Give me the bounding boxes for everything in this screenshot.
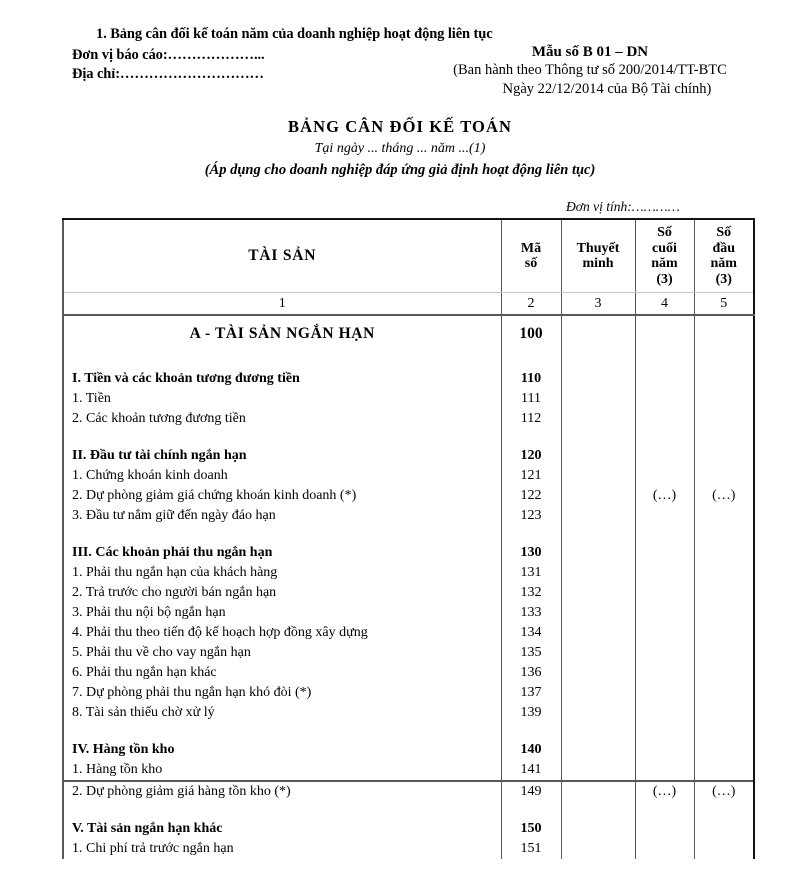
row-code: 139 xyxy=(501,703,561,723)
table-spacer-cell xyxy=(501,429,561,446)
row-code: 112 xyxy=(501,409,561,429)
column-header-begin-line2: đầu xyxy=(712,240,736,256)
row-code: 133 xyxy=(501,603,561,623)
row-label: 3. Đầu tư nắm giữ đến ngày đáo hạn xyxy=(63,506,501,526)
row-end-of-year-value xyxy=(635,683,694,703)
column-header-begin-line4: (3) xyxy=(715,271,732,287)
column-header-end-line2: cuối xyxy=(652,240,677,256)
table-spacer-cell xyxy=(694,352,754,369)
row-end-of-year-value xyxy=(635,369,694,389)
column-number-5: 5 xyxy=(694,293,754,316)
row-begin-of-year-value xyxy=(694,583,754,603)
row-end-of-year-value xyxy=(635,583,694,603)
table-row xyxy=(63,446,754,466)
row-label: 4. Phải thu theo tiến độ kế hoạch hợp đồng xây dựng xyxy=(63,623,501,643)
row-label: 1. Tiền xyxy=(63,389,501,409)
table-spacer-row xyxy=(63,526,754,543)
row-end-of-year-value xyxy=(635,760,694,781)
row-end-of-year-value xyxy=(635,409,694,429)
row-note xyxy=(561,446,635,466)
table-row xyxy=(63,543,754,563)
row-begin-of-year-value xyxy=(694,643,754,663)
row-note xyxy=(561,466,635,486)
table-row xyxy=(63,506,754,526)
table-row xyxy=(63,839,754,859)
table-spacer-cell xyxy=(694,526,754,543)
report-scope-subtitle: (Áp dụng cho doanh nghiệp đáp ứng giả định hoạt động liên tục) xyxy=(204,162,596,178)
row-label: 6. Phải thu ngắn hạn khác xyxy=(63,663,501,683)
row-note xyxy=(561,839,635,859)
column-number-1: 1 xyxy=(63,293,501,316)
row-code: 150 xyxy=(501,819,561,839)
row-label: A - TÀI SẢN NGẮN HẠN xyxy=(63,315,501,352)
row-code: 149 xyxy=(501,781,561,802)
row-end-of-year-value: (…) xyxy=(635,486,694,506)
table-row xyxy=(63,389,754,409)
row-begin-of-year-value xyxy=(694,760,754,781)
column-header-note-line1: Thuyết xyxy=(576,240,620,256)
report-title-block xyxy=(0,117,800,179)
column-header-end-line4: (3) xyxy=(656,271,673,287)
row-end-of-year-value xyxy=(635,315,694,352)
row-code: 131 xyxy=(501,563,561,583)
column-number-4: 4 xyxy=(635,293,694,316)
row-note xyxy=(561,740,635,760)
table-spacer-cell xyxy=(561,429,635,446)
table-header xyxy=(63,219,754,315)
table-row xyxy=(63,683,754,703)
row-begin-of-year-value xyxy=(694,369,754,389)
row-code: 134 xyxy=(501,623,561,643)
column-header-note xyxy=(561,219,635,293)
row-code: 140 xyxy=(501,740,561,760)
row-code: 136 xyxy=(501,663,561,683)
column-number-3: 3 xyxy=(561,293,635,316)
row-label: 1. Chứng khoán kinh doanh xyxy=(63,466,501,486)
row-code: 121 xyxy=(501,466,561,486)
row-label: II. Đầu tư tài chính ngắn hạn xyxy=(63,446,501,466)
report-date-subtitle: Tại ngày ... tháng ... năm ...(1) xyxy=(314,141,486,156)
column-numbering-row xyxy=(63,293,754,316)
row-note xyxy=(561,781,635,802)
table-row xyxy=(63,563,754,583)
column-header-begin-of-year xyxy=(694,219,754,293)
row-begin-of-year-value xyxy=(694,446,754,466)
column-header-code xyxy=(501,219,561,293)
table-spacer-row xyxy=(63,429,754,446)
table-body xyxy=(63,315,754,859)
table-row xyxy=(63,486,754,506)
table-spacer-cell xyxy=(63,526,501,543)
row-begin-of-year-value xyxy=(694,819,754,839)
table-spacer-cell xyxy=(561,526,635,543)
table-row xyxy=(63,819,754,839)
row-note xyxy=(561,389,635,409)
row-note xyxy=(561,583,635,603)
row-begin-of-year-value: (…) xyxy=(694,781,754,802)
row-begin-of-year-value xyxy=(694,663,754,683)
row-end-of-year-value xyxy=(635,643,694,663)
row-end-of-year-value xyxy=(635,506,694,526)
column-header-end-of-year xyxy=(635,219,694,293)
table-spacer-row xyxy=(63,802,754,819)
table-row xyxy=(63,603,754,623)
row-note xyxy=(561,369,635,389)
row-label: 2. Dự phòng giảm giá hàng tồn kho (*) xyxy=(63,781,501,802)
row-note xyxy=(561,643,635,663)
row-end-of-year-value xyxy=(635,389,694,409)
row-note xyxy=(561,760,635,781)
table-spacer-row xyxy=(63,352,754,369)
table-spacer-cell xyxy=(561,802,635,819)
table-row xyxy=(63,315,754,352)
table-spacer-cell xyxy=(63,352,501,369)
row-note xyxy=(561,506,635,526)
row-label: 1. Phải thu ngắn hạn của khách hàng xyxy=(63,563,501,583)
table-row xyxy=(63,643,754,663)
row-label: 5. Phải thu về cho vay ngắn hạn xyxy=(63,643,501,663)
table-spacer-cell xyxy=(635,723,694,740)
reporting-unit-line: Đơn vị báo cáo:………………... xyxy=(72,47,265,63)
row-label: III. Các khoản phải thu ngắn hạn xyxy=(63,543,501,563)
row-begin-of-year-value xyxy=(694,543,754,563)
table-spacer-cell xyxy=(501,526,561,543)
row-label: 7. Dự phòng phải thu ngắn hạn khó đòi (*) xyxy=(63,683,501,703)
table-row xyxy=(63,409,754,429)
row-label: 1. Hàng tồn kho xyxy=(63,760,501,781)
page-title: BẢNG CÂN ĐỐI KẾ TOÁN xyxy=(287,117,512,136)
row-note xyxy=(561,819,635,839)
document-heading-line: 1. Bảng cân đối kế toán năm của doanh nghiệp hoạt động liên tục xyxy=(96,26,493,42)
row-begin-of-year-value xyxy=(694,603,754,623)
document-header xyxy=(0,0,800,97)
row-end-of-year-value xyxy=(635,563,694,583)
column-header-code-line1: Mã xyxy=(520,240,542,256)
table-spacer-cell xyxy=(694,802,754,819)
column-header-end-line3: năm xyxy=(651,256,678,271)
row-end-of-year-value xyxy=(635,703,694,723)
table-spacer-cell xyxy=(63,723,501,740)
table-row xyxy=(63,740,754,760)
column-header-assets: TÀI SẢN xyxy=(63,219,501,293)
row-note xyxy=(561,623,635,643)
row-begin-of-year-value xyxy=(694,315,754,352)
row-label: 2. Trả trước cho người bán ngắn hạn xyxy=(63,583,501,603)
row-end-of-year-value xyxy=(635,446,694,466)
table-row xyxy=(63,369,754,389)
table-spacer-cell xyxy=(561,352,635,369)
table-row xyxy=(63,466,754,486)
row-label: 3. Phải thu nội bộ ngắn hạn xyxy=(63,603,501,623)
table-spacer-cell xyxy=(635,352,694,369)
form-issued-by: (Ban hành theo Thông tư số 200/2014/TT-BTC xyxy=(453,62,727,78)
form-number: Mẫu số B 01 – DN xyxy=(531,44,649,60)
table-spacer-cell xyxy=(63,802,501,819)
table-row xyxy=(63,703,754,723)
table-spacer-cell xyxy=(635,526,694,543)
row-end-of-year-value xyxy=(635,466,694,486)
row-label: 2. Các khoản tương đương tiền xyxy=(63,409,501,429)
table-row xyxy=(63,663,754,683)
row-begin-of-year-value xyxy=(694,563,754,583)
row-end-of-year-value xyxy=(635,819,694,839)
row-code: 151 xyxy=(501,839,561,859)
table-row xyxy=(63,623,754,643)
row-begin-of-year-value xyxy=(694,389,754,409)
row-begin-of-year-value xyxy=(694,409,754,429)
row-label: 2. Dự phòng giảm giá chứng khoán kinh doanh (*) xyxy=(63,486,501,506)
table-spacer-cell xyxy=(63,429,501,446)
row-label: I. Tiền và các khoản tương đương tiền xyxy=(63,369,501,389)
row-code: 122 xyxy=(501,486,561,506)
currency-unit-label: Đơn vị tính:………… xyxy=(566,199,680,214)
row-note xyxy=(561,703,635,723)
row-note xyxy=(561,603,635,623)
row-note xyxy=(561,486,635,506)
table-spacer-row xyxy=(63,723,754,740)
row-label: 8. Tài sản thiếu chờ xử lý xyxy=(63,703,501,723)
table-row xyxy=(63,583,754,603)
table-spacer-cell xyxy=(635,429,694,446)
row-end-of-year-value xyxy=(635,623,694,643)
row-code: 100 xyxy=(501,315,561,352)
row-begin-of-year-value xyxy=(694,683,754,703)
row-end-of-year-value xyxy=(635,663,694,683)
row-end-of-year-value xyxy=(635,839,694,859)
row-end-of-year-value xyxy=(635,543,694,563)
row-code: 120 xyxy=(501,446,561,466)
row-note xyxy=(561,409,635,429)
row-note xyxy=(561,563,635,583)
table-spacer-cell xyxy=(694,429,754,446)
row-note xyxy=(561,315,635,352)
row-label: 1. Chi phí trả trước ngắn hạn xyxy=(63,839,501,859)
row-begin-of-year-value: (…) xyxy=(694,486,754,506)
row-begin-of-year-value xyxy=(694,506,754,526)
row-note xyxy=(561,663,635,683)
row-code: 110 xyxy=(501,369,561,389)
row-begin-of-year-value xyxy=(694,740,754,760)
row-begin-of-year-value xyxy=(694,703,754,723)
row-code: 135 xyxy=(501,643,561,663)
column-number-2: 2 xyxy=(501,293,561,316)
row-note xyxy=(561,683,635,703)
table-spacer-cell xyxy=(501,802,561,819)
entity-identification-block xyxy=(0,44,800,97)
row-code: 132 xyxy=(501,583,561,603)
row-end-of-year-value: (…) xyxy=(635,781,694,802)
row-code: 123 xyxy=(501,506,561,526)
form-reference-block xyxy=(390,44,790,99)
column-header-end-line1: Số xyxy=(657,225,672,240)
address-line: Địa chỉ:………………………… xyxy=(72,66,264,82)
table-spacer-cell xyxy=(501,352,561,369)
row-code: 137 xyxy=(501,683,561,703)
row-end-of-year-value xyxy=(635,603,694,623)
row-code: 141 xyxy=(501,760,561,781)
row-begin-of-year-value xyxy=(694,839,754,859)
row-label: IV. Hàng tồn kho xyxy=(63,740,501,760)
balance-sheet-table xyxy=(62,218,755,859)
column-header-begin-line1: Số xyxy=(716,225,732,240)
column-header-code-line2: số xyxy=(524,256,538,271)
row-end-of-year-value xyxy=(635,740,694,760)
row-code: 130 xyxy=(501,543,561,563)
table-spacer-cell xyxy=(694,723,754,740)
form-issued-date: Ngày 22/12/2014 của Bộ Tài chính) xyxy=(502,81,712,97)
column-header-note-line2: minh xyxy=(582,256,614,271)
table-row xyxy=(63,781,754,802)
row-note xyxy=(561,543,635,563)
column-header-begin-line3: năm xyxy=(710,256,737,271)
table-spacer-cell xyxy=(501,723,561,740)
table-spacer-cell xyxy=(561,723,635,740)
row-begin-of-year-value xyxy=(694,623,754,643)
row-begin-of-year-value xyxy=(694,466,754,486)
table-row xyxy=(63,760,754,781)
row-label: V. Tài sản ngắn hạn khác xyxy=(63,819,501,839)
row-code: 111 xyxy=(501,389,561,409)
table-spacer-cell xyxy=(635,802,694,819)
